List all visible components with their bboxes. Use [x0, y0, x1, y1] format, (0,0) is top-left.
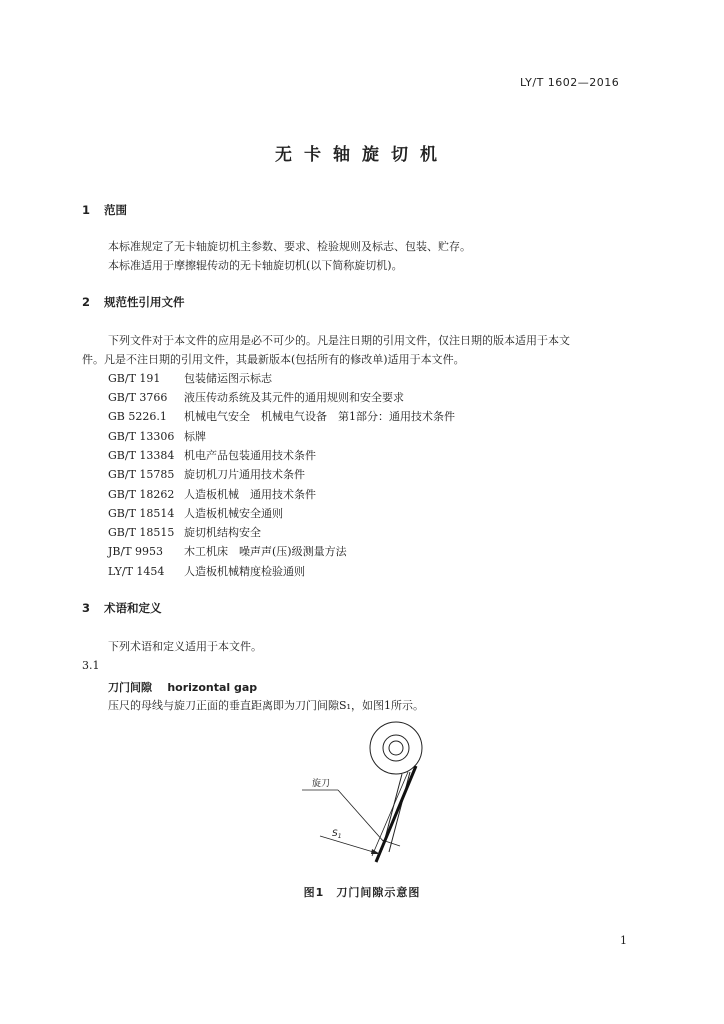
reference-code: GB/T 18514 — [108, 507, 175, 520]
reference-code: GB/T 13384 — [108, 449, 175, 462]
reference-item — [108, 563, 305, 579]
reference-code: GB 5226.1 — [108, 410, 167, 423]
reference-code: GB/T 191 — [108, 372, 161, 385]
gap-dimension-arrow — [371, 849, 380, 854]
reference-item — [108, 466, 305, 482]
roller-inner-circle — [389, 741, 403, 755]
reference-item — [108, 524, 261, 540]
term-number: 3.1 — [82, 659, 100, 672]
reference-item — [108, 505, 283, 521]
section-1-number: 1 — [82, 203, 91, 217]
reference-title: 人造板机械 通用技术条件 — [184, 488, 316, 501]
gap-dimension-label: $S_1$ — [332, 829, 342, 840]
term-heading — [108, 679, 257, 695]
reference-title: 机械电气安全 机械电气设备 第1部分：通用技术条件 — [184, 410, 455, 423]
reference-code: GB/T 15785 — [108, 468, 175, 481]
reference-code: LY/T 1454 — [108, 565, 165, 578]
reference-item — [108, 428, 206, 444]
reference-item — [108, 408, 455, 424]
reference-item — [108, 370, 272, 386]
section-2-number: 2 — [82, 295, 91, 309]
blade-back-line — [372, 772, 408, 856]
term-chinese: 刀门间隙 — [108, 681, 152, 694]
reference-title: 人造板机械精度检验通则 — [184, 565, 305, 578]
reference-code: GB/T 18515 — [108, 526, 175, 539]
figure-1-horizontal-gap-diagram — [290, 718, 440, 868]
reference-title: 人造板机械安全通则 — [184, 507, 283, 520]
section-2-intro-line-1: 下列文件对于本文件的应用是必不可少的。凡是注日期的引用文件，仅注日期的版本适用于本文 — [108, 334, 570, 347]
term-english: horizontal gap — [167, 681, 258, 694]
section-2-intro-line-2: 件。凡是不注日期的引用文件，其最新版本(包括所有的修改单)适用于本文件。 — [82, 353, 465, 366]
section-1-paragraph-1: 本标准规定了无卡轴旋切机主参数、要求、检验规则及标志、包装、贮存。 — [108, 240, 471, 253]
roller-outer-circle — [370, 722, 422, 774]
gap-dimension-line — [320, 836, 380, 854]
section-1-heading — [82, 202, 127, 218]
blade-label-leader — [338, 790, 384, 842]
page-number: 1 — [620, 934, 627, 947]
roller-middle-circle — [383, 735, 409, 761]
reference-item — [108, 486, 316, 502]
reference-item — [108, 389, 404, 405]
reference-code: GB/T 13306 — [108, 430, 175, 443]
reference-title: 包装储运图示标志 — [184, 372, 272, 385]
blade-label: 旋刀 — [312, 779, 331, 789]
section-3-title: 术语和定义 — [104, 601, 162, 615]
reference-item — [108, 543, 347, 559]
section-3-heading — [82, 600, 162, 616]
reference-code: JB/T 9953 — [108, 545, 164, 558]
document-title: 无卡轴旋切机 — [275, 145, 449, 165]
reference-item — [108, 447, 316, 463]
figure-1-caption: 图1 刀门间隙示意图 — [303, 886, 421, 899]
section-3-intro: 下列术语和定义适用于本文件。 — [108, 640, 262, 653]
section-2-heading — [82, 294, 185, 310]
reference-title: 液压传动系统及其元件的通用规则和安全要求 — [184, 391, 404, 404]
blade-line — [376, 766, 416, 862]
section-1-title: 范围 — [104, 203, 127, 217]
reference-title: 标牌 — [184, 430, 206, 443]
document-code: LY/T 1602—2016 — [520, 76, 620, 89]
section-3-number: 3 — [82, 601, 91, 615]
reference-title: 木工机床 噪声声(压)级测量方法 — [184, 545, 347, 558]
reference-title: 旋切机结构安全 — [184, 526, 261, 539]
section-2-title: 规范性引用文件 — [104, 295, 185, 309]
reference-title: 旋切机刀片通用技术条件 — [184, 468, 305, 481]
term-definition: 压尺的母线与旋刀正面的垂直距离即为刀门间隙S₁，如图1所示。 — [108, 699, 424, 712]
section-1-paragraph-2: 本标准适用于摩擦辊传动的无卡轴旋切机(以下简称旋切机)。 — [108, 259, 403, 272]
reference-code: GB/T 3766 — [108, 391, 168, 404]
reference-title: 机电产品包装通用技术条件 — [184, 449, 316, 462]
reference-code: GB/T 18262 — [108, 488, 175, 501]
